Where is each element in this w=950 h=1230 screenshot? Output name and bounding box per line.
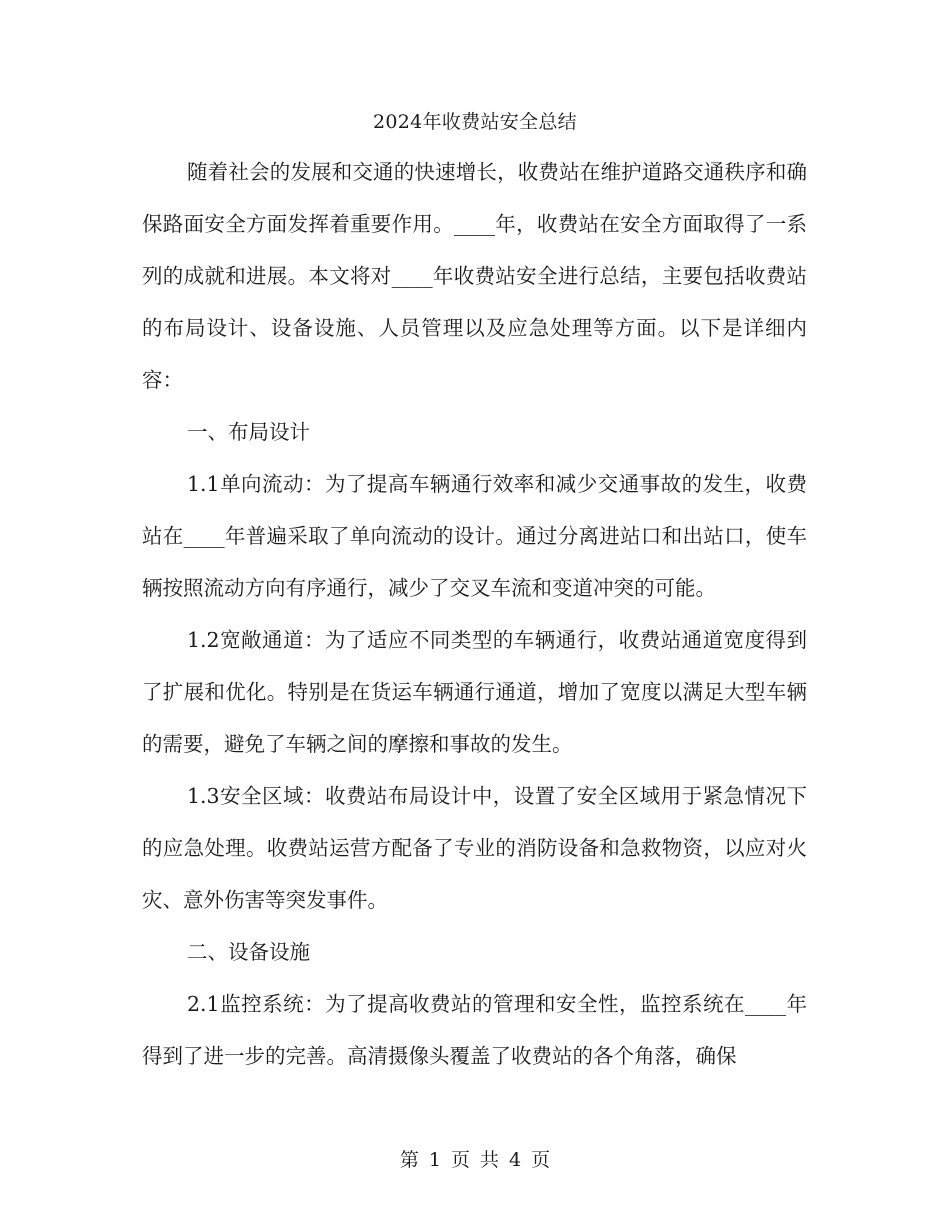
page-footer: 第 1 页 共 4 页 <box>399 1149 551 1171</box>
section-heading-equipment: 二、设备设施 <box>187 940 310 964</box>
section-heading-layout: 一、布局设计 <box>187 420 310 444</box>
intro-paragraph: 随着社会的发展和交通的快速增长，收费站在维护道路交通秩序和确保路面安全方面发挥着重要作用。____年，收费站在安全方面取得了一系列的成就和进展。本文将对____年收费站安全进行总结，主要包括收费站的布局设计、设备设施、人员管理以及应急处理等方面。以下是详细内容： <box>142 160 807 392</box>
document-body <box>142 146 807 1082</box>
paragraph-wide-lanes: 1.2宽敞通道：为了适应不同类型的车辆通行，收费站通道宽度得到了扩展和优化。特别是在货运车辆通行通道，增加了宽度以满足大型车辆的需要，避免了车辆之间的摩擦和事故的发生。 <box>142 628 807 756</box>
paragraph-one-way-flow: 1.1单向流动：为了提高车辆通行效率和减少交通事故的发生，收费站在____年普遍采取了单向流动的设计。通过分离进站口和出站口，使车辆按照流动方向有序通行，减少了交叉车流和变道冲突的可能。 <box>142 472 807 600</box>
document-title: 2024年收费站安全总结 <box>373 111 577 133</box>
paragraph-safety-zone: 1.3安全区域：收费站布局设计中，设置了安全区域用于紧急情况下的应急处理。收费站运营方配备了专业的消防设备和急救物资，以应对火灾、意外伤害等突发事件。 <box>142 784 807 912</box>
paragraph-monitoring-system: 2.1监控系统：为了提高收费站的管理和安全性，监控系统在____年得到了进一步的完善。高清摄像头覆盖了收费站的各个角落，确保 <box>142 992 807 1068</box>
